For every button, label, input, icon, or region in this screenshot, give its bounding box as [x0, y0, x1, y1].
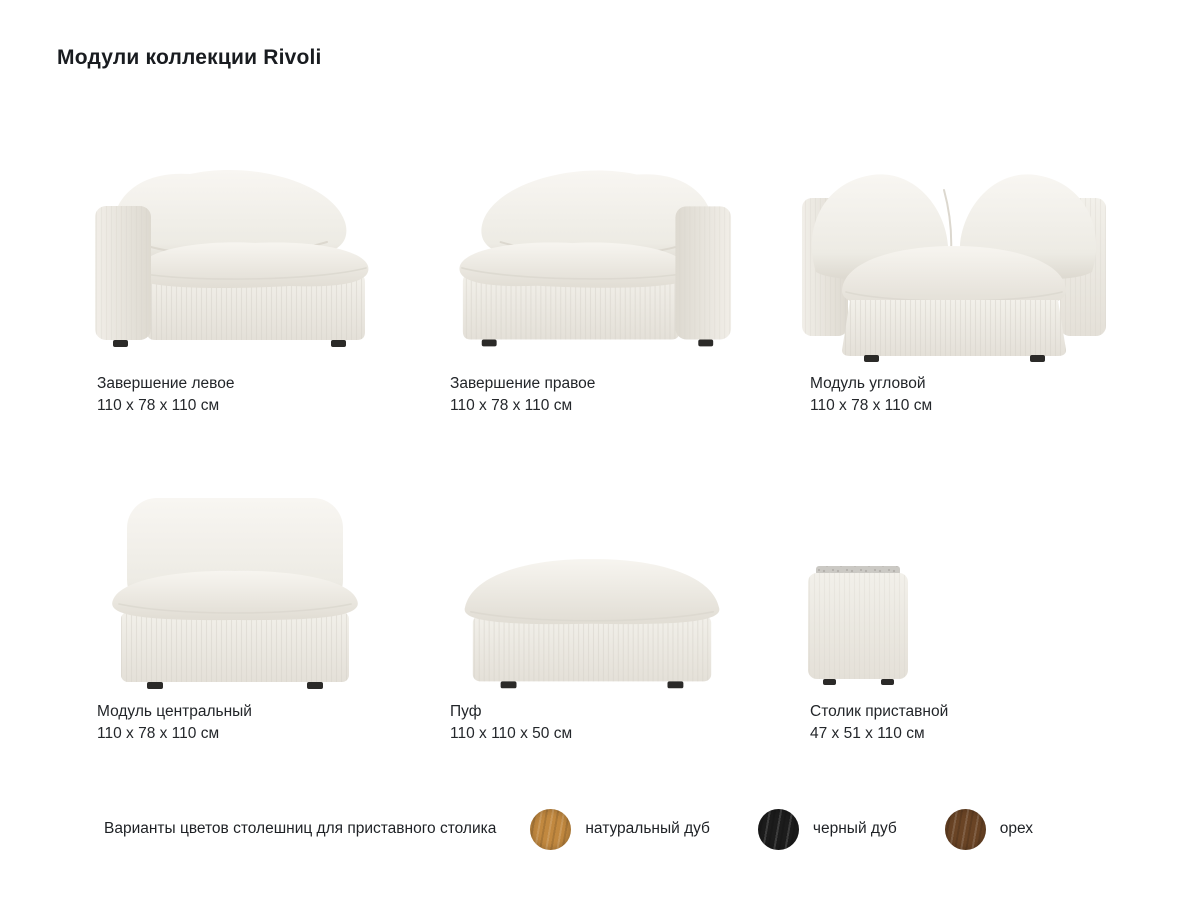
color-option-walnut	[945, 809, 1033, 850]
tabletop-color-swatch	[758, 809, 799, 850]
tabletop-color-swatch	[945, 809, 986, 850]
wood-grain-texture	[945, 809, 986, 850]
product-caption	[85, 373, 385, 418]
color-option-label: натуральный дуб	[585, 820, 710, 837]
sofa-end-right-module-image	[443, 150, 741, 362]
product-caption	[793, 373, 1115, 418]
color-option-label: черный дуб	[812, 820, 897, 837]
side-table-image	[793, 478, 1113, 690]
product-name: Завершение левое	[97, 375, 235, 392]
product-figure	[443, 150, 741, 362]
product-dimensions: 110 x 78 x 110 см	[97, 725, 220, 743]
pouf-image	[443, 478, 741, 690]
product-figure	[85, 150, 385, 362]
product-dimensions: 110 x 78 x 110 см	[810, 397, 933, 415]
product-figure	[793, 478, 1115, 690]
sofa-corner-module-image	[794, 150, 1114, 362]
product-card-central	[85, 478, 385, 746]
page-title: Модули коллекции Rivoli	[57, 46, 322, 69]
product-dimensions: 110 x 110 x 50 см	[450, 725, 573, 743]
sofa-end-left-module-image	[85, 150, 385, 362]
product-name: Модуль центральный	[97, 703, 252, 720]
product-caption	[85, 701, 385, 746]
product-dimensions: 110 x 78 x 110 см	[450, 397, 573, 415]
product-caption	[443, 701, 741, 746]
color-option-natural-oak	[530, 809, 710, 850]
color-option-label: орех	[999, 820, 1034, 837]
product-dimensions: 47 x 51 x 110 см	[810, 725, 925, 743]
tabletop-color-legend	[104, 806, 1160, 852]
product-card-side-table	[793, 478, 1115, 746]
product-card-pouf	[443, 478, 741, 746]
color-option-black-oak	[758, 809, 897, 850]
sofa-central-module-image	[85, 478, 385, 690]
product-name: Столик приставной	[810, 703, 949, 720]
product-card-corner	[793, 150, 1115, 418]
product-card-end-right	[443, 150, 741, 418]
product-card-end-left	[85, 150, 385, 418]
wood-grain-texture	[530, 809, 571, 850]
product-dimensions: 110 x 78 x 110 см	[97, 397, 220, 415]
product-caption	[443, 373, 741, 418]
wood-grain-texture	[758, 809, 799, 850]
product-figure	[443, 478, 741, 690]
product-name: Модуль угловой	[810, 375, 926, 392]
product-caption	[793, 701, 1115, 746]
tabletop-color-swatch	[530, 809, 571, 850]
product-name: Завершение правое	[450, 375, 596, 392]
legend-label: Варианты цветов столешниц для приставного столика	[104, 820, 497, 837]
product-figure	[85, 478, 385, 690]
product-name: Пуф	[450, 703, 482, 720]
product-figure	[793, 150, 1115, 362]
